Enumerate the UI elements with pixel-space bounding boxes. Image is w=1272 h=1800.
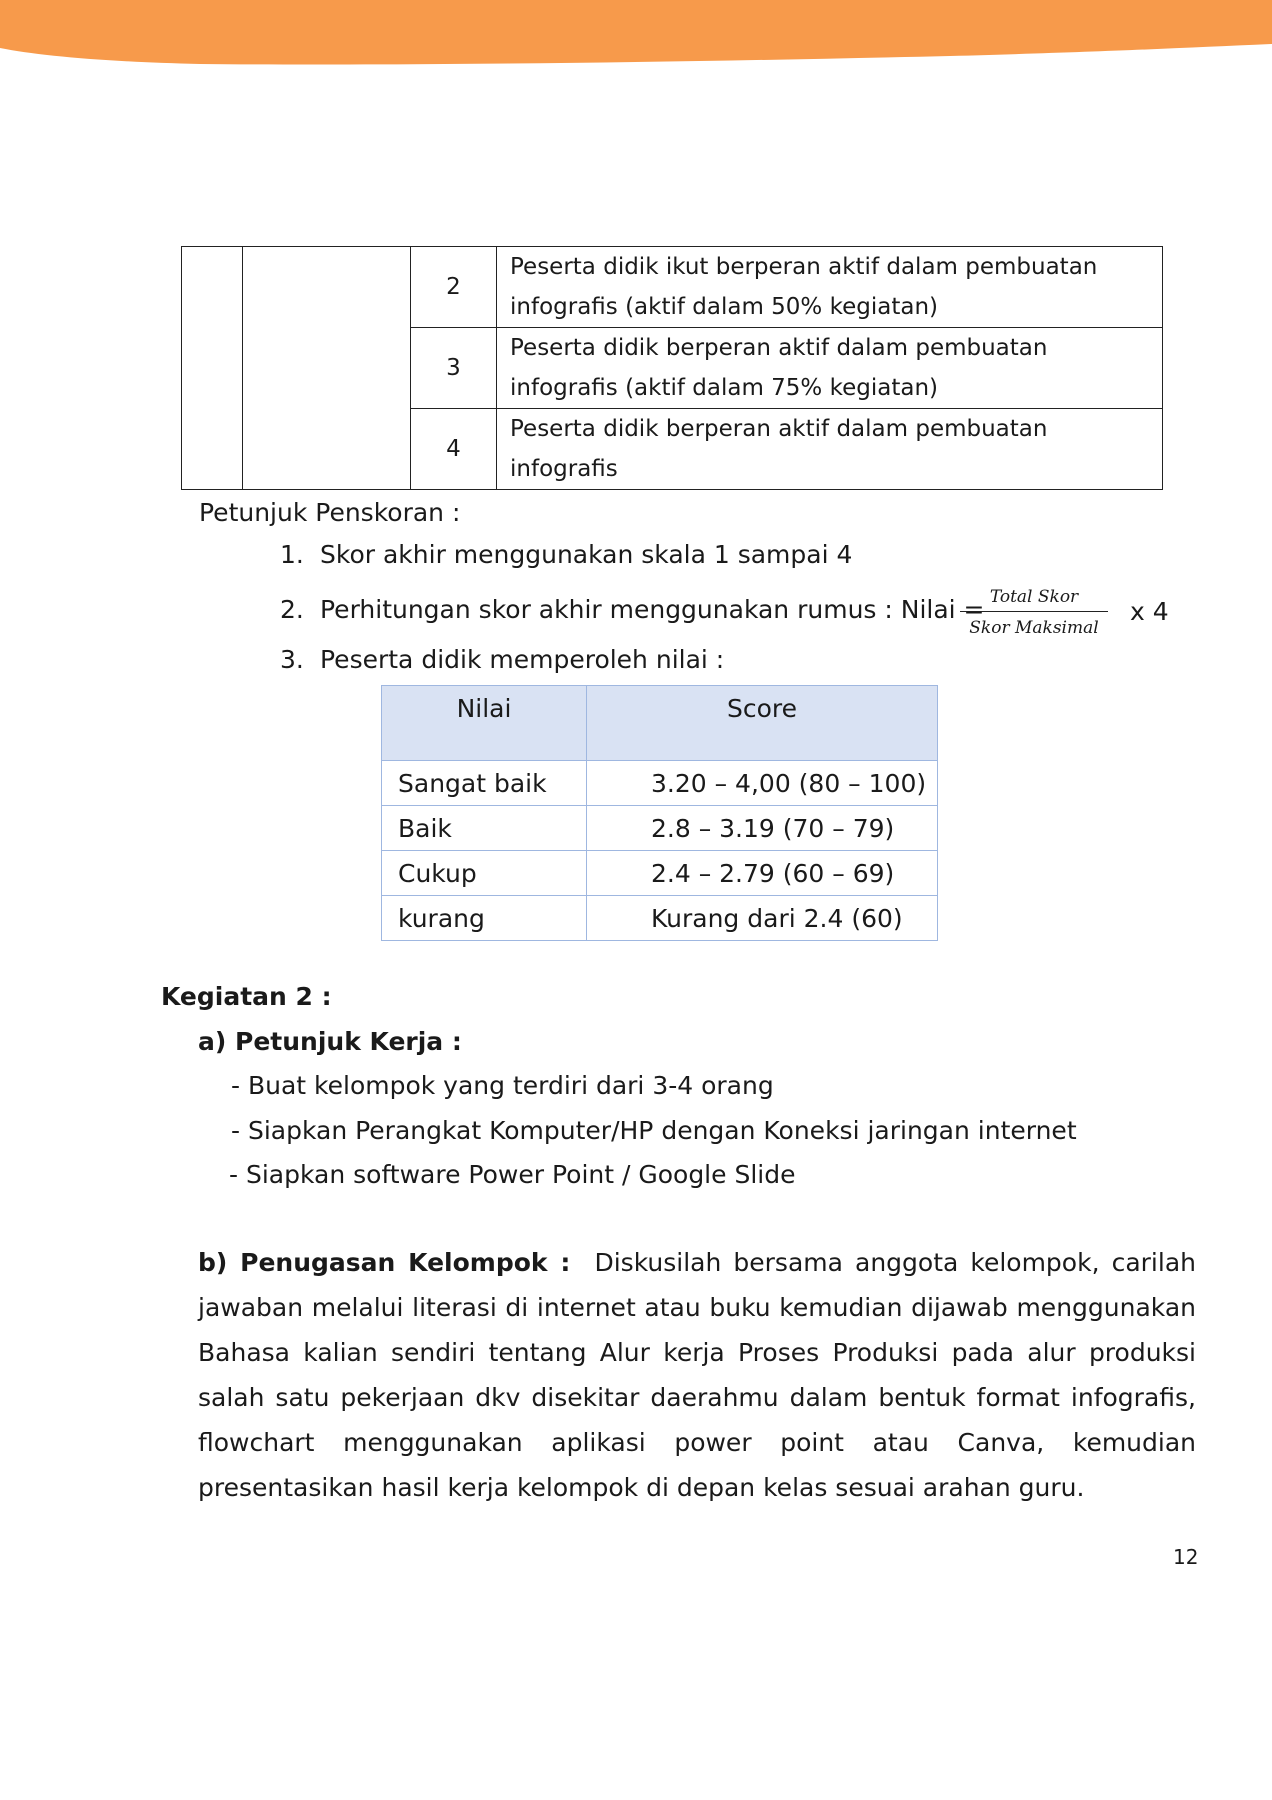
score-cell: 2.4 – 2.79 (60 – 69) <box>587 851 938 896</box>
list-text: Skor akhir menggunakan skala 1 sampai 4 <box>320 540 853 569</box>
instruction-item: - Buat kelompok yang terdiri dari 3-4 orang <box>231 1071 774 1100</box>
list-item <box>280 595 985 624</box>
work-instructions-title: a) Petunjuk Kerja : <box>198 1027 462 1056</box>
table-row <box>382 761 938 806</box>
instruction-item: - Siapkan Perangkat Komputer/HP dengan Koneksi jaringan internet <box>231 1116 1077 1145</box>
nilai-cell: Baik <box>382 806 587 851</box>
rubric-no-cell <box>182 247 243 490</box>
rubric-description: Peserta didik ikut berperan aktif dalam pembuatan infografis (aktif dalam 50% kegiatan) <box>497 247 1163 328</box>
list-number: 3. <box>280 645 304 674</box>
nilai-cell: Sangat baik <box>382 761 587 806</box>
list-number: 2. <box>280 595 304 624</box>
list-text: Peserta didik memperoleh nilai : <box>320 645 725 674</box>
page-number: 12 <box>1173 1545 1199 1569</box>
table-row <box>382 851 938 896</box>
rubric-table <box>181 246 1163 490</box>
score-cell: Kurang dari 2.4 (60) <box>587 896 938 941</box>
rubric-score: 3 <box>411 328 497 409</box>
table-row <box>382 896 938 941</box>
rubric-score: 4 <box>411 409 497 490</box>
score-cell: 3.20 – 4,00 (80 – 100) <box>587 761 938 806</box>
group-assignment-label: b) Penugasan Kelompok : <box>198 1248 571 1277</box>
rubric-score: 2 <box>411 247 497 328</box>
list-item <box>280 540 852 569</box>
formula-numerator: Total Skor <box>960 587 1108 612</box>
rubric-description: Peserta didik berperan aktif dalam pembuatan infografis (aktif dalam 75% kegiatan) <box>497 328 1163 409</box>
table-header-row <box>382 686 938 761</box>
rubric-aspect-cell <box>243 247 411 490</box>
list-text: Perhitungan skor akhir menggunakan rumus : Nilai = <box>320 595 985 624</box>
instruction-item: - Siapkan software Power Point / Google Slide <box>229 1160 796 1189</box>
group-assignment-text: Diskusilah bersama anggota kelompok, carilah jawaban melalui literasi di internet atau buku kemudian dijawab menggunakan Bahasa kalian sendiri tentang Alur kerja Proses Produksi pada alur produksi salah satu pekerjaan dkv disekitar daerahmu dalam bentuk format infografis, flowchart menggunakan aplikasi power point atau Canva, kemudian presentasikan hasil kerja kelompok di depan kelas sesuai arahan guru. <box>198 1248 1196 1502</box>
rubric-description: Peserta didik berperan aktif dalam pembuatan infografis <box>497 409 1163 490</box>
nilai-cell: kurang <box>382 896 587 941</box>
score-table <box>381 685 938 941</box>
nilai-cell: Cukup <box>382 851 587 896</box>
table-row <box>182 247 1163 328</box>
activity-title: Kegiatan 2 : <box>161 982 332 1011</box>
group-assignment-paragraph <box>198 1240 1196 1510</box>
column-header-nilai: Nilai <box>382 686 587 761</box>
list-item <box>280 645 724 674</box>
score-formula <box>960 587 1108 638</box>
score-cell: 2.8 – 3.19 (70 – 79) <box>587 806 938 851</box>
header-wave-decoration <box>0 0 1272 80</box>
table-row <box>382 806 938 851</box>
list-number: 1. <box>280 540 304 569</box>
formula-denominator: Skor Maksimal <box>969 618 1099 638</box>
formula-multiplier: x 4 <box>1130 597 1169 626</box>
column-header-score: Score <box>587 686 938 761</box>
scoring-heading: Petunjuk Penskoran : <box>199 498 461 527</box>
